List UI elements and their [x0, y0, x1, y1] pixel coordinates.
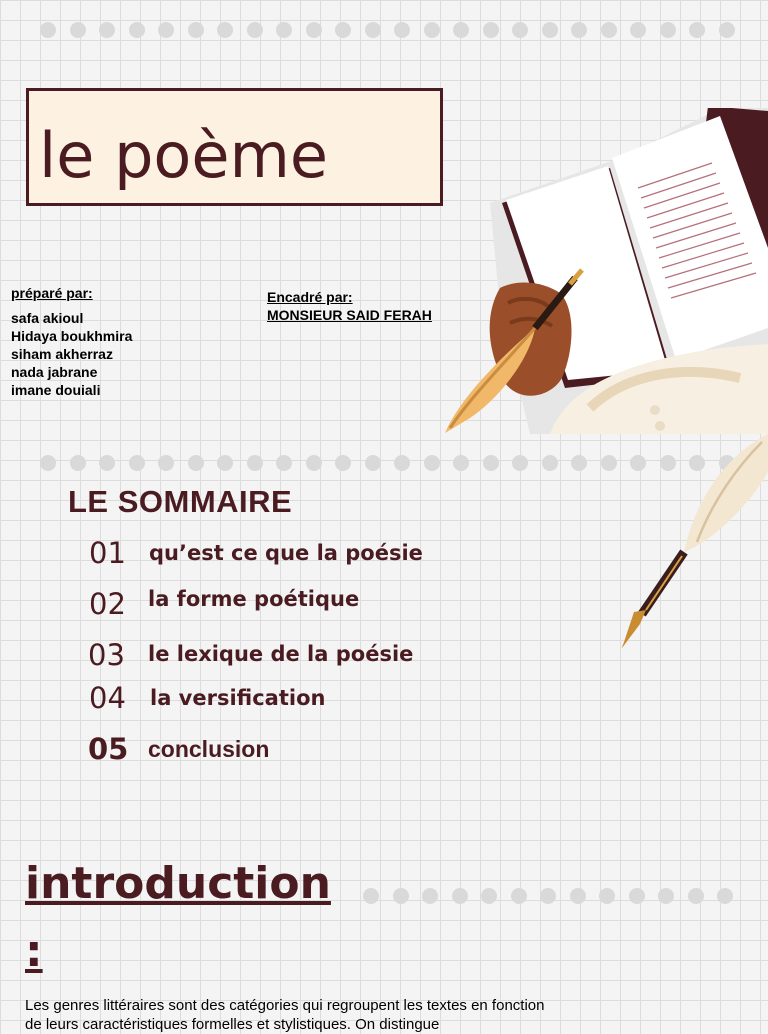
sommaire-item: la versification [150, 686, 326, 710]
quill-pen-icon [612, 432, 768, 654]
author-name: siham akherraz [11, 346, 113, 362]
sommaire-number: 03 [88, 638, 125, 672]
hand-quill-icon [440, 268, 590, 436]
sommaire-item: qu’est ce que la poésie [149, 541, 423, 565]
author-name: imane douiali [11, 382, 101, 398]
page-title: le poème [39, 119, 329, 192]
introduction-heading: introduction [25, 858, 331, 909]
sommaire-number: 02 [89, 587, 126, 621]
sommaire-title: LE SOMMAIRE [68, 484, 293, 519]
author-name: nada jabrane [11, 364, 98, 380]
sommaire-number: 01 [89, 536, 126, 570]
supervisor-name: MONSIEUR SAID FERAH [267, 307, 432, 323]
introduction-colon: : [25, 926, 43, 977]
sommaire-item: la forme poétique [148, 587, 360, 611]
author-name: Hidaya boukhmira [11, 328, 133, 344]
supervisor-label: Encadré par: [267, 289, 353, 305]
prepared-label: préparé par: [11, 285, 93, 301]
sommaire-number: 05 [88, 732, 129, 766]
title-box [26, 88, 443, 206]
introduction-text: Les genres littéraires sont des catégories qui regroupent les textes en fonction de leurs caractéristiques formelles et stylistiques. On distingue [25, 997, 545, 1033]
sommaire-item: le lexique de la poésie [148, 642, 414, 666]
sommaire-number: 04 [89, 681, 126, 715]
dot-row-top [40, 22, 735, 38]
dot-row-intro [363, 888, 733, 904]
author-name: safa akioul [11, 310, 84, 326]
sommaire-item: conclusion [148, 736, 270, 762]
